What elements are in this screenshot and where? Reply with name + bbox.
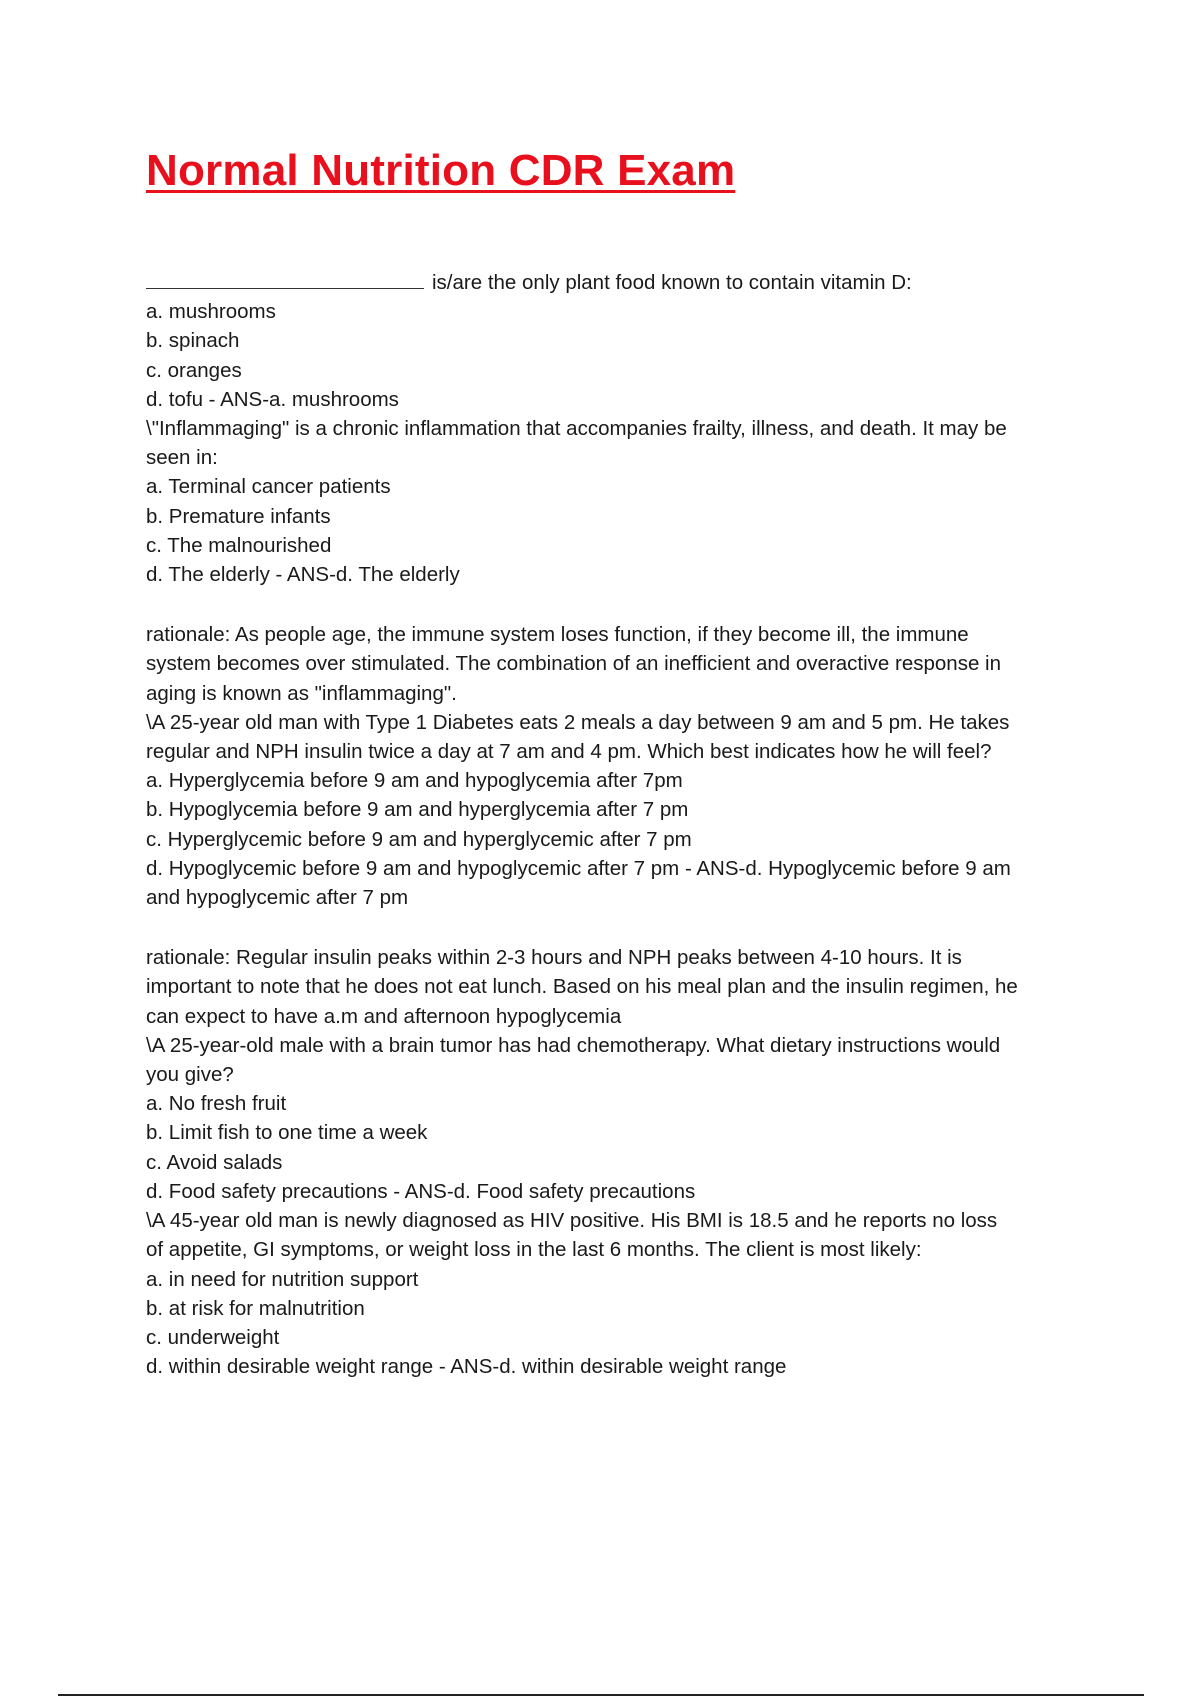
answer-option-c: c. underweight: [146, 1325, 280, 1349]
question-stem-line: \A 25-year old man with Type 1 Diabetes eats 2 meals a day between 9 am and 5 pm. He takes: [146, 710, 1010, 734]
question-stem-line: \A 45-year old man is newly diagnosed as HIV positive. His BMI is 18.5 and he reports no loss: [146, 1209, 998, 1233]
answer-option-d: d. Food safety precautions - ANS-d. Food safety precautions: [146, 1179, 696, 1203]
question-stem-line: you give?: [146, 1063, 234, 1087]
rationale-line: rationale: Regular insulin peaks within 2-3 hours and NPH peaks between 4-10 hours. It is: [146, 946, 962, 970]
rationale-line: important to note that he does not eat lunch. Based on his meal plan and the insulin regimen, he: [146, 975, 1018, 999]
rationale-line: can expect to have a.m and afternoon hypoglycemia: [146, 1004, 622, 1028]
paragraph-gap: [146, 912, 1096, 943]
answer-option-d: d. within desirable weight range - ANS-d. within desirable weight range: [146, 1355, 787, 1379]
answer-option-b: b. Limit fish to one time a week: [146, 1121, 428, 1145]
question-3: [146, 708, 1096, 1031]
rationale-line: rationale: As people age, the immune system loses function, if they become ill, the immune: [146, 623, 969, 647]
answer-option-b: b. Hypoglycemia before 9 am and hyperglycemia after 7 pm: [146, 798, 689, 822]
answer-option-b: b. Premature infants: [146, 504, 331, 528]
question-2: [146, 414, 1096, 708]
answer-option-d-continued: and hypoglycemic after 7 pm: [146, 886, 409, 910]
paragraph-gap: [146, 589, 1096, 620]
question-5: [146, 1206, 1096, 1381]
answer-option-d: d. The elderly - ANS-d. The elderly: [146, 563, 460, 587]
answer-option-c: c. Avoid salads: [146, 1150, 283, 1174]
answer-option-a: a. No fresh fruit: [146, 1092, 287, 1116]
question-stem-line: seen in:: [146, 446, 218, 470]
answer-option-b: b. spinach: [146, 329, 240, 353]
fill-in-blank: [146, 269, 424, 289]
answer-option-a: a. Hyperglycemia before 9 am and hypoglycemia after 7pm: [146, 769, 683, 793]
question-stem-line: regular and NPH insulin twice a day at 7 am and 4 pm. Which best indicates how he will feel?: [146, 740, 992, 764]
answer-option-d: d. Hypoglycemic before 9 am and hypoglycemic after 7 pm - ANS-d. Hypoglycemic before 9 am: [146, 856, 1011, 880]
answer-option-c: c. The malnourished: [146, 533, 332, 557]
page-title: Normal Nutrition CDR Exam: [146, 146, 736, 195]
rationale-line: system becomes over stimulated. The combination of an inefficient and overactive response in: [146, 652, 1002, 676]
answer-option-c: c. oranges: [146, 358, 242, 382]
rationale-line: aging is known as "inflammaging".: [146, 681, 457, 705]
question-stem-line: \"Inflammaging" is a chronic inflammation that accompanies frailty, illness, and death. It may be: [146, 417, 1007, 441]
question-4: [146, 1031, 1096, 1206]
answer-option-b: b. at risk for malnutrition: [146, 1296, 365, 1320]
answer-option-c: c. Hyperglycemic before 9 am and hyperglycemic after 7 pm: [146, 827, 692, 851]
question-stem-line: of appetite, GI symptoms, or weight loss in the last 6 months. The client is most likely:: [146, 1238, 922, 1262]
answer-option-a: a. in need for nutrition support: [146, 1267, 419, 1291]
answer-option-a: a. mushrooms: [146, 300, 276, 324]
page-footer-divider: [58, 1694, 1144, 1696]
question-stem: is/are the only plant food known to contain vitamin D:: [146, 268, 1096, 297]
answer-option-d: d. tofu - ANS-a. mushrooms: [146, 387, 399, 411]
question-stem-line: \A 25-year-old male with a brain tumor has had chemotherapy. What dietary instructions would: [146, 1033, 1001, 1057]
exam-content: [146, 268, 1096, 1381]
answer-option-a: a. Terminal cancer patients: [146, 475, 391, 499]
question-1: [146, 268, 1096, 414]
